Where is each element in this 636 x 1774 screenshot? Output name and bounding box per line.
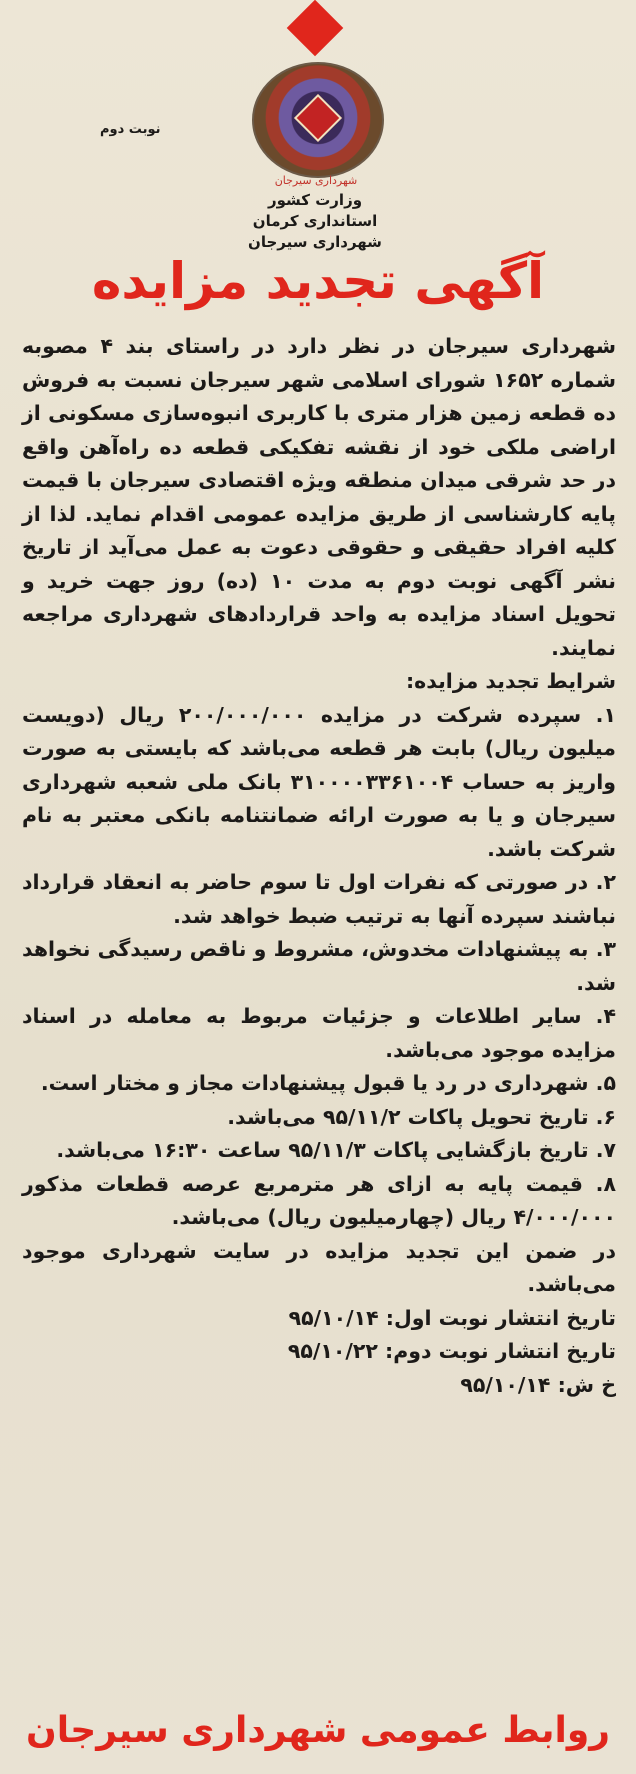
notice-body: [22, 330, 616, 1402]
website-note: در ضمن این تجدید مزایده در سایت شهرداری موجود می‌باشد.: [22, 1238, 616, 1296]
public-relations-signature: روابط عمومی شهرداری سیرجان: [26, 1710, 610, 1751]
ministry-line: وزارت کشور: [267, 191, 363, 209]
condition-item-7: ۷. تاریخ بازگشایی پاکات ۹۵/۱۱/۳ ساعت ۱۶:۳۰ می‌باشد.: [56, 1138, 616, 1162]
condition-item-1: ۱. سپرده شرکت در مزایده ۲۰۰/۰۰۰/۰۰۰ ریال (دویست میلیون ریال) بابت هر قطعه می‌باشد که بایستی به صورت واریز به حساب ۳۱۰۰۰۰۳۳۶۱۰۰۴ بانک ملی شعبه شهرداری سیرجان و یا به صورت ارائه ضمانتنامه بانکی معتبر به نام شرکت باشد.: [22, 702, 617, 861]
intro-paragraph: شهرداری سیرجان در نظر دارد در راستای بند ۴ مصوبه شماره ۱۶۵۲ شورای اسلامی شهر سیرجان نسبت به فروش ده قطعه زمین هزار متری با کاربری انبوه‌سازی مسکونی از اراضی ملکی خود از نقشه تفکیکی قطعه ده راه‌آهن واقع در حد شرقی میدان منطقه ویژه اقتصادی سیرجان با قیمت پایه کارشناسی از طریق مزایده عمومی اقدام نماید. لذا از کلیه افراد حقیقی و حقوقی دعوت به عمل می‌آید از تاریخ نشر آگهی نوبت دوم به مدت ۱۰ (ده) روز جهت خرید و تحویل اسناد مزایده به واحد قراردادهای شهرداری مراجعه نمایند.: [22, 334, 617, 660]
condition-item-5: ۵. شهرداری در رد یا قبول پیشنهادات مجاز و مختار است.: [40, 1071, 616, 1095]
condition-item-6: ۶. تاریخ تحویل پاکات ۹۵/۱۱/۲ می‌باشد.: [227, 1104, 616, 1129]
seal-caption: شهرداری سیرجان: [274, 174, 358, 187]
condition-item-2: ۲. در صورتی که نفرات اول تا سوم حاضر به انعقاد قرارداد نباشند سپرده آنها به ترتیب ضبط خواهد شد.: [22, 870, 616, 928]
issue-label: نوبت دوم: [100, 122, 161, 137]
condition-item-3: ۳. به پیشنهادات مخدوش، مشروط و ناقص رسیدگی نخواهد شد.: [22, 937, 616, 995]
municipality-seal-logo: [252, 62, 384, 178]
red-diamond-icon: [287, 0, 344, 56]
condition-item-4: ۴. سایر اطلاعات و جزئیات مربوط به معامله در اسناد مزایده موجود می‌باشد.: [22, 1004, 616, 1062]
seal-core-icon: [294, 94, 342, 142]
organization-block: [220, 190, 410, 253]
condition-item-8: ۸. قیمت پایه به ازای هر مترمربع عرصه قطعات مذکور ۴/۰۰۰/۰۰۰ ریال (چهارمیلیون ریال) می‌باشد.: [22, 1171, 616, 1229]
notice-title: آگهی تجدید مزایده: [91, 252, 545, 310]
first-publication-date: تاریخ انتشار نوبت اول: ۹۵/۱۰/۱۴: [288, 1305, 616, 1330]
municipality-line: شهرداری سیرجان: [248, 233, 382, 251]
kh-sh-date: خ ش: ۹۵/۱۰/۱۴: [460, 1372, 616, 1397]
governorate-line: استانداری کرمان: [252, 212, 378, 230]
second-publication-date: تاریخ انتشار نوبت دوم: ۹۵/۱۰/۲۲: [287, 1339, 616, 1363]
conditions-title: شرایط تجدید مزایده:: [405, 669, 616, 693]
